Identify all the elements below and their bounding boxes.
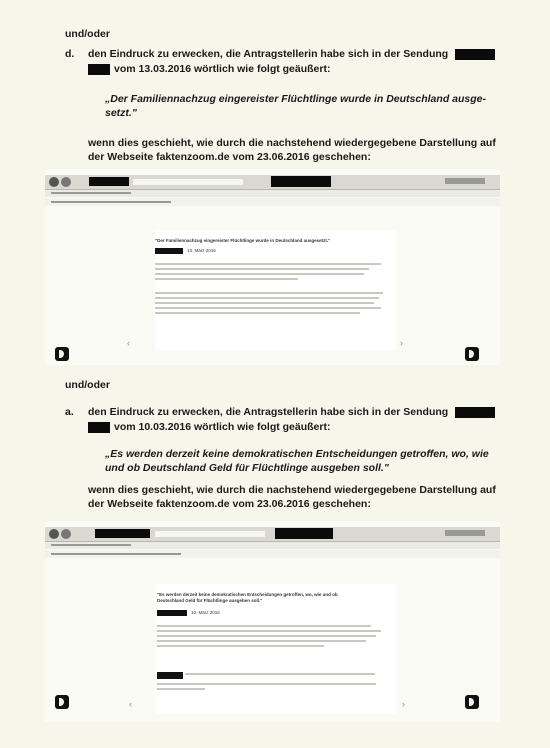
redaction-block — [155, 248, 183, 254]
circle-d-icon[interactable] — [55, 347, 69, 361]
quote-2 — [105, 447, 500, 475]
article-date-2: 10. März 2016 — [191, 610, 220, 615]
follow-1-line1: wenn dies geschieht, wie durch die nachstehend wiedergegebene Darstellung auf — [88, 137, 496, 149]
back-icon — [49, 177, 59, 187]
browser-branding — [445, 178, 485, 184]
quote-1 — [105, 92, 495, 120]
browser-toolbar — [45, 527, 500, 542]
article-card-1 — [155, 230, 395, 350]
address-bar — [155, 531, 265, 537]
quote-2-line1: „Es werden derzeit keine demokratischen Entscheidungen getroffen, wo, wie — [105, 448, 489, 460]
website-screenshot-2 — [45, 522, 500, 722]
redaction-block — [455, 49, 495, 60]
circle-d-icon[interactable] — [55, 695, 69, 709]
menu-bar — [45, 542, 500, 549]
redaction-block — [157, 610, 187, 616]
browser-toolbar — [45, 175, 500, 190]
chevron-left-icon[interactable]: ‹ — [129, 699, 132, 709]
connector-und-oder-2: und/oder — [65, 379, 110, 391]
item-a-line1-text: den Eindruck zu erwecken, die Antragstellerin habe sich in der Sendung — [88, 406, 449, 418]
follow-text-2 — [88, 483, 498, 511]
bookmarks-bar — [45, 198, 500, 206]
redaction-block — [455, 407, 495, 418]
item-a-line2 — [88, 420, 330, 434]
quote-2-line2: und ob Deutschland Geld für Flüchtlinge ausgeben soll." — [105, 462, 389, 474]
item-d-line1 — [88, 47, 498, 61]
article-card-2 — [157, 584, 397, 714]
follow-2-line2: der Webseite faktenzoom.de vom 23.06.2016 geschehen: — [88, 498, 371, 510]
article-title-2: "Es werden derzeit keine demokratischen Entscheidungen getroffen, wo, wie und ob Deutschland Geld für Flüchtlinge ausgeben soll." — [157, 592, 338, 603]
quote-1-line2: setzt." — [105, 107, 137, 119]
follow-1-line2: der Webseite faktenzoom.de vom 23.06.2016 geschehen: — [88, 151, 371, 163]
chevron-right-icon[interactable]: › — [402, 699, 405, 709]
bookmarks-bar — [45, 550, 500, 558]
article-body-2c — [157, 680, 395, 693]
website-screenshot-1 — [45, 170, 500, 365]
item-letter-a: a. — [65, 406, 74, 418]
article-date-1: 13. März 2016 — [187, 248, 216, 253]
forward-icon — [61, 529, 71, 539]
menu-bar — [45, 190, 500, 197]
article-title-1: "Der Familiennachzug eingereister Flüchtlinge wurde in Deutschland ausgesetzt." — [155, 238, 331, 243]
redaction-block — [88, 64, 110, 75]
forward-icon — [61, 177, 71, 187]
browser-branding — [445, 530, 485, 536]
follow-text-1 — [88, 136, 498, 164]
article-body-2b — [185, 670, 385, 678]
redaction-block — [88, 422, 110, 433]
item-letter-d: d. — [65, 48, 75, 60]
redaction-block — [271, 176, 331, 187]
chevron-left-icon[interactable]: ‹ — [127, 338, 130, 348]
item-d-line2-text: vom 13.03.2016 wörtlich wie folgt geäußert: — [114, 63, 331, 75]
circle-d-icon[interactable] — [465, 347, 479, 361]
chevron-right-icon[interactable]: › — [400, 338, 403, 348]
back-icon — [49, 529, 59, 539]
item-d-line2 — [88, 62, 330, 76]
item-d-line1-text: den Eindruck zu erwecken, die Antragstellerin habe sich in der Sendung — [88, 48, 449, 60]
address-bar — [133, 179, 243, 185]
redaction-block — [89, 177, 129, 186]
quote-1-line1: „Der Familiennachzug eingereister Flüchtlinge wurde in Deutschland ausge- — [105, 93, 486, 105]
redaction-block — [157, 672, 183, 679]
article-body-1 — [155, 260, 393, 317]
redaction-block — [95, 529, 150, 538]
connector-und-oder-1: und/oder — [65, 28, 110, 40]
circle-d-icon[interactable] — [465, 695, 479, 709]
redaction-block — [275, 528, 333, 539]
item-a-line1 — [88, 405, 498, 419]
article-body-2 — [157, 622, 395, 650]
item-a-line2-text: vom 10.03.2016 wörtlich wie folgt geäußert: — [114, 421, 331, 433]
follow-2-line1: wenn dies geschieht, wie durch die nachstehend wiedergegebene Darstellung auf — [88, 484, 496, 496]
